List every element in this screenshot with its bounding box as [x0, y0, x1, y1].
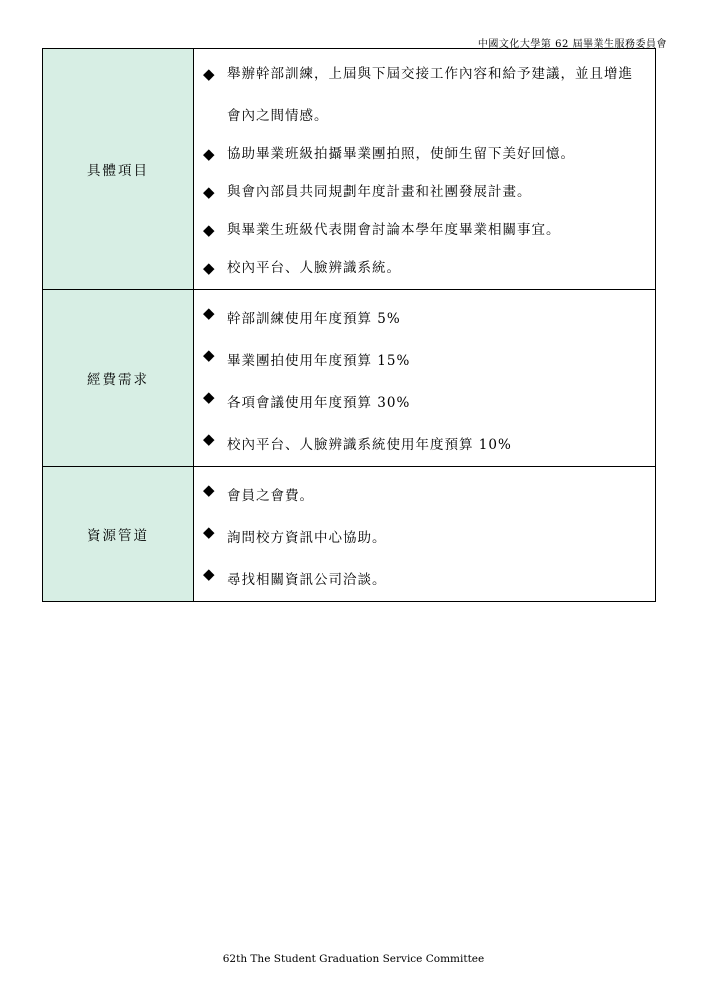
- bullet-list: [203, 298, 645, 466]
- diamond-bullet-icon: ◆: [203, 259, 216, 277]
- diamond-bullet-icon: ◆: [203, 481, 216, 499]
- row-content: [194, 290, 656, 467]
- list-item: [203, 382, 645, 424]
- plan-table: [42, 48, 656, 602]
- diamond-bullet-icon: ◆: [203, 523, 216, 541]
- list-item: [203, 57, 645, 137]
- page-header: 中國文化大學第 62 屆畢業生服務委員會: [477, 39, 667, 50]
- table-row-specific-items: [43, 49, 656, 290]
- table-row-resources: [43, 467, 656, 602]
- list-item: [203, 213, 645, 251]
- list-item: [203, 340, 645, 382]
- list-item-text: 幹部訓練使用年度預算 5%: [227, 311, 401, 327]
- row-label: 資源管道: [43, 467, 194, 602]
- list-item: [203, 424, 645, 466]
- diamond-bullet-icon: ◆: [203, 565, 216, 583]
- row-label: 經費需求: [43, 290, 194, 467]
- diamond-bullet-icon: ◆: [203, 304, 216, 322]
- list-item: [203, 175, 645, 213]
- diamond-bullet-icon: ◆: [203, 65, 216, 83]
- list-item-text: 詢問校方資訊中心協助。: [227, 530, 387, 546]
- list-item-text: 協助畢業班級拍攝畢業團拍照，使師生留下美好回憶。: [227, 146, 575, 162]
- diamond-bullet-icon: ◆: [203, 346, 216, 364]
- page-footer: 62th The Student Graduation Service Committee: [222, 953, 485, 965]
- list-item: [203, 559, 645, 601]
- list-item-text: 校內平台、人臉辨識系統。: [227, 260, 401, 276]
- row-content: [194, 467, 656, 602]
- list-item: [203, 517, 645, 559]
- diamond-bullet-icon: ◆: [203, 183, 216, 201]
- diamond-bullet-icon: ◆: [203, 221, 216, 239]
- list-item: [203, 137, 645, 175]
- diamond-bullet-icon: ◆: [203, 388, 216, 406]
- diamond-bullet-icon: ◆: [203, 430, 216, 448]
- list-item: [203, 475, 645, 517]
- list-item-text: 舉辦幹部訓練，上屆與下屆交接工作內容和給予建議，並且增進會內之間情感。: [227, 66, 633, 124]
- bullet-list: [203, 475, 645, 601]
- list-item-text: 各項會議使用年度預算 30%: [227, 395, 411, 411]
- list-item-text: 與畢業生班級代表開會討論本學年度畢業相關事宜。: [227, 222, 561, 238]
- diamond-bullet-icon: ◆: [203, 145, 216, 163]
- row-content: [194, 49, 656, 290]
- row-label: 具體項目: [43, 49, 194, 290]
- list-item-text: 尋找相關資訊公司洽談。: [227, 572, 387, 588]
- table-row-budget: [43, 290, 656, 467]
- list-item: [203, 298, 645, 340]
- list-item-text: 會員之會費。: [227, 488, 314, 504]
- list-item: [203, 251, 645, 289]
- list-item-text: 校內平台、人臉辨識系統使用年度預算 10%: [227, 437, 512, 453]
- list-item-text: 畢業團拍使用年度預算 15%: [227, 353, 411, 369]
- list-item-text: 與會內部員共同規劃年度計畫和社團發展計畫。: [227, 184, 532, 200]
- bullet-list: [203, 57, 645, 289]
